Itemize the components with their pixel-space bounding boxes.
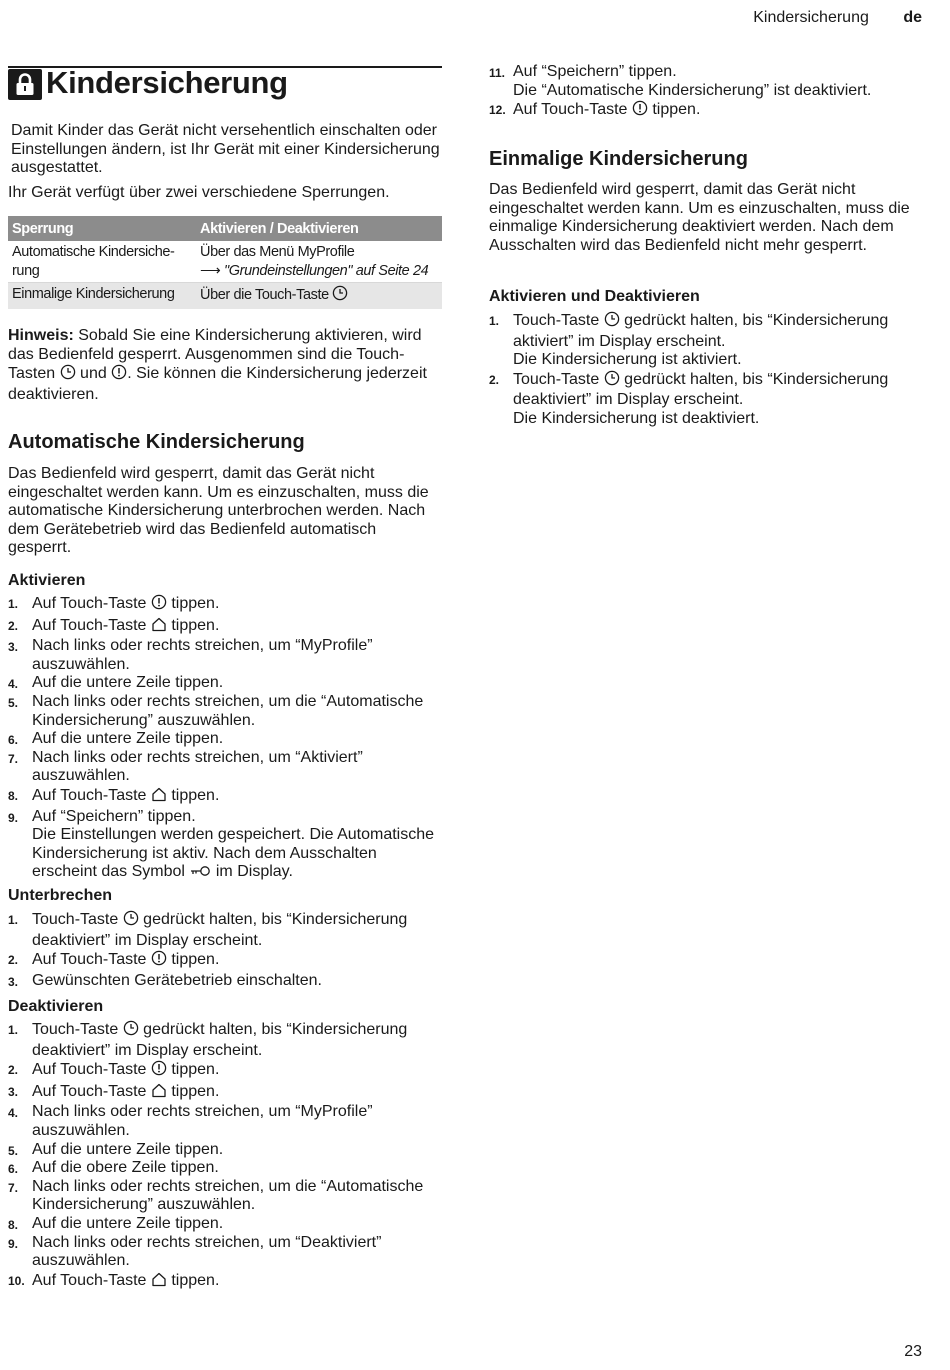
step-result: Die Einstellungen werden gespeichert. Die Automatische Kindersicherung ist aktiv. Nach dem Ausschalten erscheint das Symbol xyxy=(32,826,435,881)
intro-paragraph-1: Damit Kinder das Gerät nicht versehentlich einschalten oder Einstellungen ändern, ist Ihr Gerät mit einer Kindersicherung ausgestattet. xyxy=(11,122,440,177)
power-icon xyxy=(632,100,648,122)
step-text: Nach links oder rechts streichen, um “Deaktiviert” auszuwählen. xyxy=(32,1233,382,1270)
key-icon xyxy=(189,864,211,884)
list-item xyxy=(8,693,438,730)
step-text: Auf Touch-Taste xyxy=(32,595,147,612)
list-item xyxy=(8,786,438,808)
list-item xyxy=(8,594,438,616)
home-icon xyxy=(151,1082,167,1104)
subheading-deactivate: Deaktivieren xyxy=(8,998,104,1015)
list-item xyxy=(8,1271,438,1293)
step-text: Touch-Taste xyxy=(32,911,119,928)
table-cell xyxy=(196,241,442,283)
step-number: 7. xyxy=(8,751,19,766)
hint-paragraph xyxy=(8,327,442,404)
step-result: Die Kindersicherung ist deaktiviert. xyxy=(513,409,760,427)
home-icon xyxy=(151,1271,167,1293)
cell-text: Automatische Kindersiche- xyxy=(12,244,175,260)
step-result: Die “Automatische Kindersicherung” ist deaktiviert. xyxy=(513,81,872,99)
subheading-activate: Aktivieren xyxy=(8,572,86,589)
step-text: Touch-Taste xyxy=(513,312,600,329)
step-text: gedrückt halten, bis “Kindersicherung deaktiviert” im Display erscheint. xyxy=(32,911,408,949)
section-heading-auto: Automatische Kindersicherung xyxy=(8,431,305,453)
step-number: 3. xyxy=(8,974,19,989)
hint-label: Hinweis: xyxy=(8,327,74,344)
list-item xyxy=(8,749,438,786)
intro-paragraph-2: Ihr Gerät verfügt über zwei verschiedene Sperrungen. xyxy=(8,184,390,201)
step-text: Auf Touch-Taste xyxy=(32,1271,147,1289)
step-text: tippen. xyxy=(171,1082,220,1100)
step-number: 8. xyxy=(8,1217,19,1232)
deactivate-steps xyxy=(8,1020,438,1292)
list-item xyxy=(8,972,438,991)
list-item xyxy=(8,1082,438,1104)
step-text: Gewünschten Gerätebetrieb einschalten. xyxy=(32,971,322,989)
header-language: de xyxy=(903,9,922,26)
clock-icon xyxy=(604,370,620,392)
table-row xyxy=(8,283,442,309)
step-text: Auf Touch-Taste xyxy=(513,101,628,119)
step-text: Nach links oder rechts streichen, um “MyProfile” auszuwählen. xyxy=(32,637,373,673)
step-text: Nach links oder rechts streichen, um die “Automatische Kindersicherung” auszuwählen. xyxy=(32,1177,424,1214)
interrupt-steps xyxy=(8,910,438,990)
step-text: Auf Touch-Taste xyxy=(32,1082,147,1100)
step-number: 12. xyxy=(489,103,506,118)
table-cell xyxy=(8,241,196,283)
step-number: 6. xyxy=(8,733,19,748)
cell-text: rung xyxy=(12,262,40,279)
list-item xyxy=(8,1234,438,1271)
step-number: 9. xyxy=(8,1236,19,1251)
step-number: 9. xyxy=(8,810,19,825)
clock-icon xyxy=(123,1020,139,1042)
list-item xyxy=(8,637,438,674)
list-item xyxy=(8,730,438,749)
subheading-activate-deactivate: Aktivieren und Deaktivieren xyxy=(489,288,700,305)
step-text: Auf “Speichern” tippen. xyxy=(513,63,677,80)
page-title: Kindersicherung xyxy=(46,65,288,100)
table-cell xyxy=(196,283,442,309)
step-number: 5. xyxy=(8,1143,19,1158)
step-number: 6. xyxy=(8,1162,19,1177)
list-item xyxy=(8,950,438,972)
cell-text: Über die Touch-Taste xyxy=(200,287,329,303)
step-number: 1. xyxy=(8,1023,19,1037)
clock-icon xyxy=(60,364,76,386)
step-text: gedrückt halten, bis “Kindersicherung deaktiviert” im Display erscheint. xyxy=(513,370,889,409)
step-text: Auf Touch-Taste xyxy=(32,1061,147,1079)
step-number: 3. xyxy=(8,1084,19,1099)
lock-types-table xyxy=(8,216,442,309)
list-item xyxy=(8,1159,438,1178)
list-item xyxy=(489,311,929,370)
step-text: tippen. xyxy=(171,1271,220,1289)
clock-icon xyxy=(604,311,620,333)
once-paragraph: Das Bedienfeld wird gesperrt, damit das Gerät nicht eingeschaltet werden kann. Um es einzuschalten, muss die einmalige Kindersicherung deaktiviert werden. Nach dem Ausschalten wird das Bedienfeld nicht mehr gesperrt. xyxy=(489,181,910,254)
table-header-activate: Aktivieren / Deaktivieren xyxy=(196,216,442,241)
step-text: Auf Touch-Taste xyxy=(32,786,147,804)
step-text: Auf die untere Zeile tippen. xyxy=(32,1140,224,1158)
step-number: 4. xyxy=(8,677,19,692)
step-number: 3. xyxy=(8,640,19,655)
list-item xyxy=(8,1060,438,1082)
step-text: Auf Touch-Taste xyxy=(32,951,147,969)
page-number: 23 xyxy=(904,1343,922,1360)
cross-reference-link[interactable]: "Grundeinstellungen" auf Seite 24 xyxy=(224,262,429,279)
step-number: 7. xyxy=(8,1180,19,1195)
step-text: Auf “Speichern” tippen. xyxy=(32,807,196,825)
hint-text: . Sie können die Kindersicherung jederzeit deaktivieren. xyxy=(8,365,427,403)
list-item xyxy=(8,674,438,693)
list-item xyxy=(8,616,438,638)
list-item xyxy=(8,1141,438,1160)
home-icon xyxy=(151,616,167,638)
clock-icon xyxy=(123,910,139,932)
step-text: tippen. xyxy=(171,595,220,612)
step-number: 1. xyxy=(8,597,19,611)
step-text: Auf die untere Zeile tippen. xyxy=(32,1214,224,1232)
home-icon xyxy=(151,786,167,808)
step-number: 2. xyxy=(8,953,19,968)
step-text: Auf die untere Zeile tippen. xyxy=(32,730,224,748)
header-section: Kindersicherung xyxy=(753,9,869,26)
list-item xyxy=(489,100,929,122)
once-steps xyxy=(489,311,929,429)
step-number: 4. xyxy=(8,1106,19,1121)
table-row xyxy=(8,241,442,283)
list-item xyxy=(489,370,929,429)
running-header xyxy=(753,9,922,27)
power-icon xyxy=(151,950,167,972)
step-text: Auf Touch-Taste xyxy=(32,616,147,634)
list-item xyxy=(8,1020,438,1060)
list-item xyxy=(489,63,929,100)
power-icon xyxy=(151,1060,167,1082)
step-text: Touch-Taste xyxy=(32,1021,119,1038)
arrow-icon: ⟶ xyxy=(200,262,221,279)
step-result: im Display. xyxy=(215,863,293,881)
step-text: tippen. xyxy=(171,1061,220,1079)
cell-text: Über das Menü MyProfile xyxy=(200,244,355,260)
list-item xyxy=(8,1178,438,1215)
step-text: tippen. xyxy=(171,616,220,634)
list-item xyxy=(8,1215,438,1234)
page-title-block xyxy=(8,66,442,102)
step-number: 1. xyxy=(8,913,19,927)
hint-text: Sobald Sie eine Kindersicherung aktivieren, wird das Bedienfeld gesperrt. Ausgenommen sind die Touch-Tasten xyxy=(8,327,422,383)
deactivate-steps-continued xyxy=(489,63,929,122)
table-cell: Einmalige Kindersicherung xyxy=(8,283,196,309)
step-number: 2. xyxy=(8,1063,19,1078)
step-text: gedrückt halten, bis “Kindersicherung aktiviert” im Display erscheint. xyxy=(513,312,889,350)
step-number: 1. xyxy=(489,314,500,328)
step-number: 5. xyxy=(8,695,19,710)
step-result: Die Kindersicherung ist aktiviert. xyxy=(513,351,742,369)
step-text: Auf die obere Zeile tippen. xyxy=(32,1159,219,1177)
power-icon xyxy=(111,364,127,386)
step-number: 8. xyxy=(8,788,19,803)
subheading-interrupt: Unterbrechen xyxy=(8,887,113,904)
step-number: 2. xyxy=(489,372,500,387)
table-header-lock: Sperrung xyxy=(8,216,196,241)
step-text: Auf die untere Zeile tippen. xyxy=(32,674,224,692)
step-text: tippen. xyxy=(652,101,701,119)
step-text: Nach links oder rechts streichen, um “Aktiviert” auszuwählen. xyxy=(32,748,363,785)
list-item xyxy=(8,1103,438,1140)
step-text: tippen. xyxy=(171,786,220,804)
step-number: 10. xyxy=(8,1273,25,1288)
step-text: Nach links oder rechts streichen, um “MyProfile” auszuwählen. xyxy=(32,1103,373,1139)
section-heading-once: Einmalige Kindersicherung xyxy=(489,148,748,170)
lock-icon xyxy=(8,69,42,100)
step-number: 11. xyxy=(489,66,506,80)
list-item xyxy=(8,808,438,884)
power-icon xyxy=(151,594,167,616)
auto-paragraph: Das Bedienfeld wird gesperrt, damit das Gerät nicht eingeschaltet werden kann. Um es einzuschalten, muss die automatische Kindersicherung unterbrochen werden. Nach dem Gerätebetrieb wird das Bedienfeld automatisch gesperrt. xyxy=(8,465,429,557)
hint-text: und xyxy=(80,365,107,383)
step-text: gedrückt halten, bis “Kindersicherung deaktiviert” im Display erscheint. xyxy=(32,1021,408,1059)
clock-icon xyxy=(332,285,348,307)
step-text: tippen. xyxy=(171,951,220,969)
step-number: 2. xyxy=(8,618,19,633)
list-item xyxy=(8,910,438,950)
step-text: Nach links oder rechts streichen, um die “Automatische Kindersicherung” auszuwählen. xyxy=(32,692,424,729)
activate-steps xyxy=(8,594,438,884)
step-text: Touch-Taste xyxy=(513,370,600,388)
